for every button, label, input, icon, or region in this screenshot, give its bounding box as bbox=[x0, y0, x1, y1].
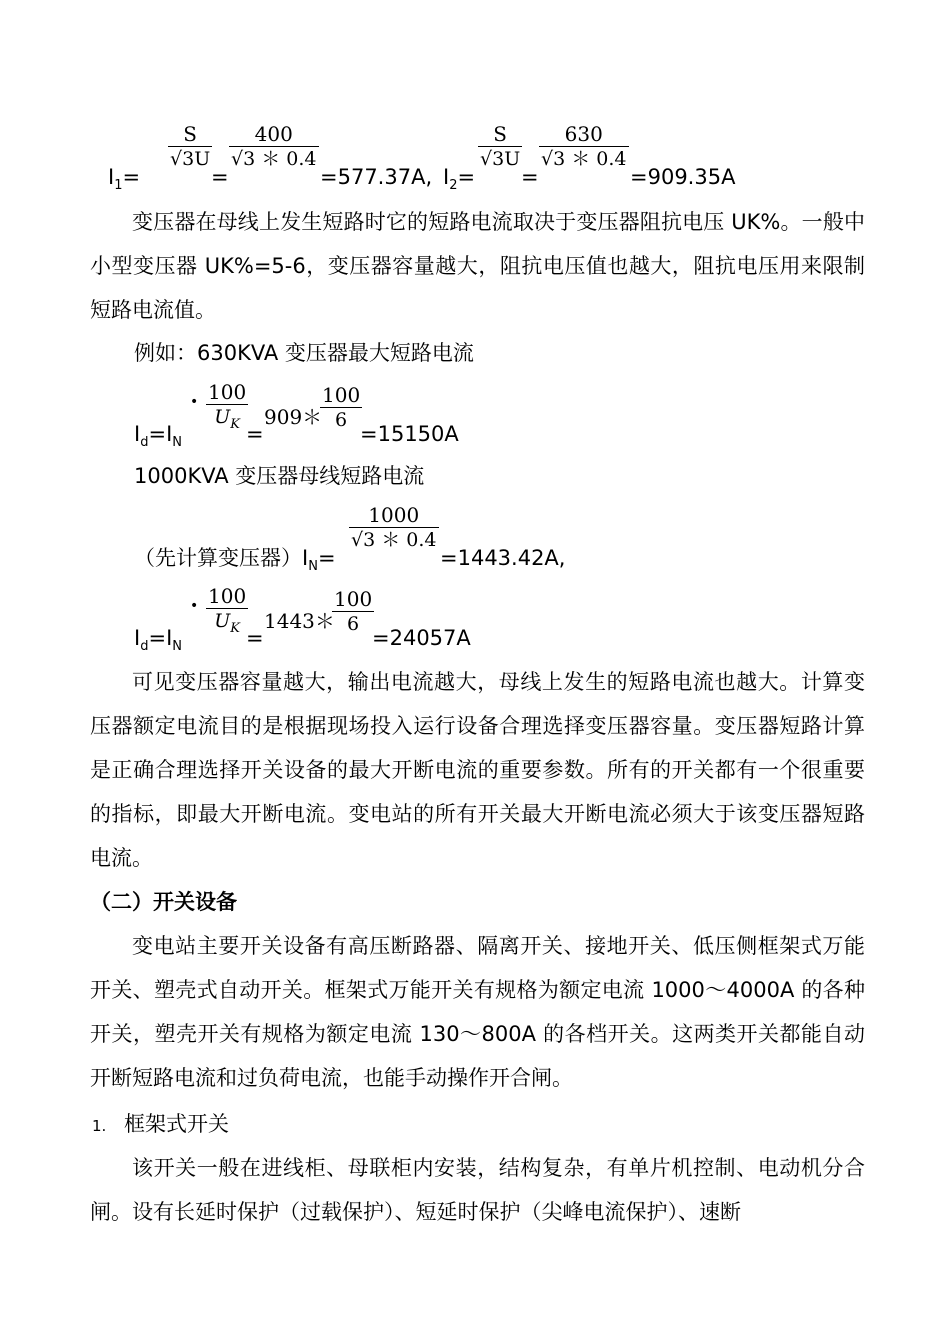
formula-prefix: （先计算变压器）I bbox=[134, 546, 309, 570]
fraction-100-over-uk: $\frac{100}{U_K}$ bbox=[208, 380, 247, 432]
document-page: $I_1=$ $\frac{S}{√3U}$ = $\frac{400}{√3 * 0.4}$ =577.37A, $I_2=$ $\frac{S}{√3U}$ = $\frac{630}{√3 * 0.4}$ =909.35A 变压器在母线上发生短路时它的短路电流取决于变压器阻抗电压 UK%。一般中小型变压器 UK%=5-6，变压器容量越大，阻抗电压值也越大，阻抗电压用来限制短路电流值。 例如：630KVA 变压器最大短路电流 $I_d=I_N$ • $\frac{100}{U_K}$ = 909＊ $\frac{100}{6}$ =15150A 1000KVA 变压器母线短路电流 （先计算变压器）$I_N=$ $\frac{1000}{√3 * 0.4}$ =1443.42A, $I_d=I_N$ • $\frac{100}{U_K}$ = 1443＊ $\frac{100}{6}$ =24057A 可见变压器容量越大，输出电流越大，母线上发生的短路电流也越大。计算变压器额定电流目的是根据现场投入运行设备合理选择变压器容量。变压器短路计算是正确合理选择开关设备的最大开断电流的重要参数。所有的开关都有一个很重要的指标，即最大开断电流。变电站的所有开关最大开断电流必须大于该变压器短路电流。 （二）开关设备 变电站主要开关设备有高压断路器、隔离开关、接地开关、低压侧框架式万能开关、塑壳式自动开关。框架式万能开关有规格为额定电流 1000～4000A 的各种开关，塑壳开关有规格为额定电流 130～800A 的各档开关。这两类开关都能自动开断短路电流和过负荷电流，也能手动操作开合闸。 1. 框架式开关 该开关一般在进线柜、母联柜内安装，结构复杂，有单片机控制、电动机分合闸。设有长延时保护（过载保护）、短延时保护（尖峰电流保护）、速断 bbox=[0, 0, 950, 1344]
symbol-i: I bbox=[134, 626, 141, 650]
symbol-i1: I bbox=[108, 165, 115, 189]
multiplier-1443: 1443＊ bbox=[264, 609, 335, 633]
subscript-d: d bbox=[140, 639, 149, 654]
line-1000kva: 1000KVA 变压器母线短路电流 bbox=[134, 464, 425, 488]
equals-sign: = bbox=[246, 422, 264, 446]
fraction-100-over-6: $\frac{100}{6}$ bbox=[322, 383, 361, 431]
equals-sign: = bbox=[457, 165, 476, 189]
fraction-s-over-root3u-2: $\frac{S}{√3U}$ bbox=[480, 122, 521, 170]
subscript-n: N bbox=[172, 435, 182, 450]
paragraph-switch-equipment: 变电站主要开关设备有高压断路器、隔离开关、接地开关、低压侧框架式万能开关、塑壳式自动开关。框架式万能开关有规格为额定电流 1000～4000A 的各种开关，塑壳开关有规格为额定电流 130～800A 的各档开关。这两类开关都能自动开断短路电流和过负荷电流，也能手动操作开合闸。 bbox=[90, 934, 865, 1090]
multiplier-909: 909＊ bbox=[264, 405, 323, 429]
equals-sign: = bbox=[246, 626, 264, 650]
symbol-i: I bbox=[134, 422, 141, 446]
result-577: =577.37A, bbox=[320, 165, 433, 189]
result-909: =909.35A bbox=[630, 165, 736, 189]
fraction-400: $\frac{400}{√3 * 0.4}$ bbox=[231, 122, 317, 170]
result-24057: =24057A bbox=[372, 626, 471, 650]
equals-sign: = bbox=[521, 165, 539, 189]
subscript-d: d bbox=[140, 435, 149, 450]
subscript-n: N bbox=[172, 639, 182, 654]
subscript-1: 1 bbox=[114, 178, 123, 193]
list-title-frame-switch: 框架式开关 bbox=[124, 1112, 229, 1136]
fraction-630: $\frac{630}{√3 * 0.4}$ bbox=[541, 122, 627, 170]
paragraph-frame-switch: 该开关一般在进线柜、母联柜内安装，结构复杂，有单片机控制、电动机分合闸。设有长延时保护（过载保护）、短延时保护（尖峰电流保护）、速断 bbox=[90, 1156, 865, 1224]
multiplication-dot: • bbox=[190, 598, 199, 614]
fraction-s-over-root3u: $\frac{S}{√3U}$ bbox=[170, 122, 211, 170]
list-number: 1. bbox=[92, 1117, 107, 1135]
result-15150: =15150A bbox=[360, 422, 459, 446]
subscript-n: N bbox=[308, 559, 318, 574]
symbol-i2: I bbox=[443, 165, 450, 189]
fraction-1000: $\frac{1000}{√3 * 0.4}$ bbox=[351, 503, 437, 551]
equals-sign: = bbox=[122, 165, 141, 189]
paragraph-impedance-voltage: 变压器在母线上发生短路时它的短路电流取决于变压器阻抗电压 UK%。一般中小型变压器 UK%=5-6，变压器容量越大，阻抗电压值也越大，阻抗电压用来限制短路电流值。 bbox=[90, 210, 865, 322]
multiplication-dot: • bbox=[190, 394, 199, 410]
paragraph-capacity-conclusion: 可见变压器容量越大，输出电流越大，母线上发生的短路电流也越大。计算变压器额定电流目的是根据现场投入运行设备合理选择变压器容量。变压器短路计算是正确合理选择开关设备的最大开断电流的重要参数。所有的开关都有一个很重要的指标，即最大开断电流。变电站的所有开关最大开断电流必须大于该变压器短路电流。 bbox=[90, 670, 865, 870]
fraction-100-over-uk: $\frac{100}{U_K}$ bbox=[208, 584, 247, 636]
subscript-2: 2 bbox=[449, 178, 458, 193]
example-line: 例如：630KVA 变压器最大短路电流 bbox=[134, 341, 474, 365]
fraction-100-over-6: $\frac{100}{6}$ bbox=[334, 587, 373, 635]
equals-sign: = bbox=[211, 165, 229, 189]
section-heading-switch-equipment: （二）开关设备 bbox=[90, 890, 237, 914]
result-1443: =1443.42A, bbox=[440, 546, 566, 570]
